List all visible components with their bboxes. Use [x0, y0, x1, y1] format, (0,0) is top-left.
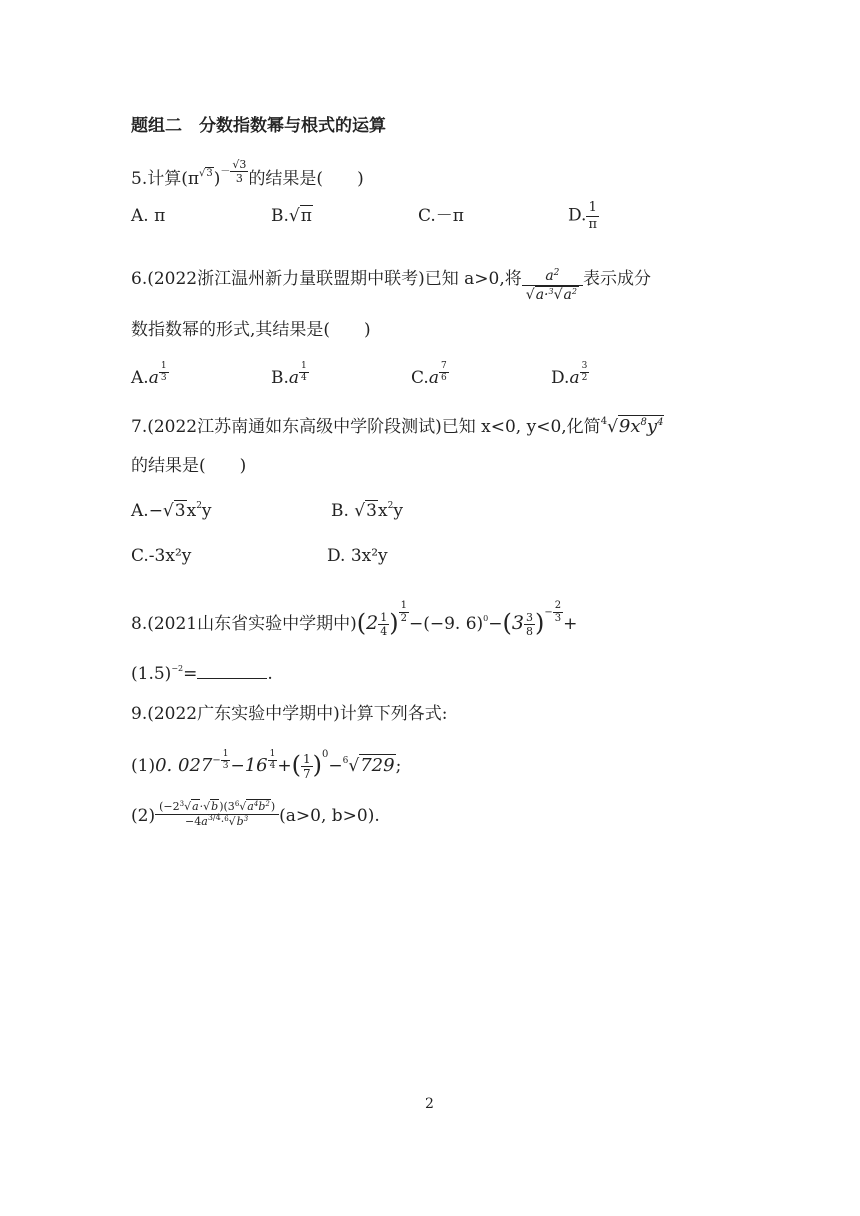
q6-prefix: 6.(2022浙江温州新力量联盟期中联考)已知 a>0,将: [131, 269, 522, 290]
q8-line2: $(1.5)^{-2}=$ .: [131, 664, 273, 684]
section-title: 题组二 分数指数幂与根式的运算: [131, 116, 386, 136]
question-6: [131, 261, 651, 304]
q6-fraction: $\frac{a^2}{√a\cdot^3√a^2}$: [522, 267, 583, 304]
q6-option-d: D.a $^{\frac{3}{2}}$: [551, 361, 588, 388]
q6-suffix: 表示成分: [582, 269, 651, 290]
q9-part-1: (1)0. $027^{- \frac{1}{3}}$ −16 $^{\frac{1}{4}}$ +( $\frac{1}{7}$ )$^0$−$^6$√729;: [131, 749, 402, 781]
q6-option-c: C.a $^{\frac{7}{6}}$: [411, 361, 447, 388]
q7-option-d: D. 3x²y: [327, 546, 388, 566]
q5-exponent: － √3 3: [220, 158, 247, 186]
q5-option-b: B.√π: [271, 206, 312, 226]
q5-option-a: A. π: [131, 206, 166, 226]
question-5: 5.计算$(\pi^{√3})^{- \frac{√3}{3}}$ 的结果是( ): [131, 158, 364, 190]
q5-prefix: 5.计算(π: [131, 169, 200, 190]
q5-suffix: 的结果是( ): [248, 169, 364, 190]
q7-prefix: 7.(2022江苏南通如东高级中学阶段测试)已知 x<0, y<0,化简: [131, 417, 601, 437]
q8-prefix: 8.(2021山东省实验中学期中): [131, 614, 357, 634]
q6-option-b: B.a $^{\frac{1}{4}}$: [271, 361, 307, 388]
page-number: 2: [425, 1096, 434, 1112]
question-7: 7.(2022江苏南通如东高级中学阶段测试)已知 x<0, y<0,化简$^4√9x^8y^4$: [131, 416, 664, 437]
q7-option-a: $A.-√3x^2y$: [131, 501, 212, 521]
q7-line2: 的结果是( ): [131, 456, 247, 476]
q7-option-b: B. $√3x^2y$: [331, 501, 403, 521]
q5-option-c: C.－π: [418, 206, 464, 226]
q8-answer-blank[interactable]: [197, 664, 267, 679]
q6-line2: 数指数幂的形式,其结果是( ): [131, 320, 371, 340]
q5-option-d: D. $\frac{1}{\pi}$: [568, 200, 597, 232]
q9-part-2: (2) $\frac{(-2^3√a\cdot√b)(3^6√a^4b^2)}{-4a^{3/4}\cdot^6√b^3}$ (a>0, b>0).: [131, 800, 380, 829]
question-8: 8.(2021山东省实验中学期中)(2 $\frac{1}{4}$ ) $^{\frac{1}{2}}$ −(−9. 6)$^0$−(3 $\frac{3}{8}$ )$^{- \frac{2}{3}}$ +: [131, 600, 578, 638]
q7-option-c: C.-3x²y: [131, 546, 192, 566]
q6-option-a: A.a $^{\frac{1}{3}}$: [131, 361, 167, 388]
q5-sqrt3: √3: [199, 168, 213, 180]
question-9: 9.(2022广东实验中学期中)计算下列各式:: [131, 704, 448, 724]
